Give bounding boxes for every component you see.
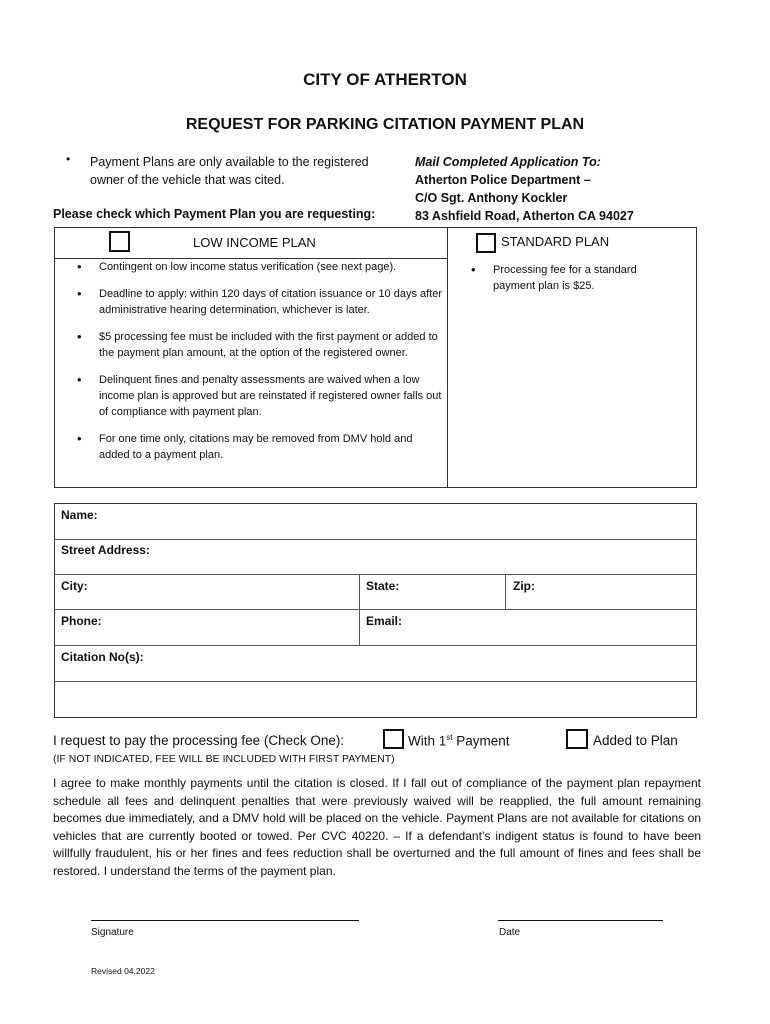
standard-plan-checkbox[interactable] xyxy=(476,233,496,253)
plan-column-divider xyxy=(447,227,448,488)
low-income-checkbox[interactable] xyxy=(109,231,130,252)
form-row-divider xyxy=(54,539,697,540)
signature-line[interactable] xyxy=(91,920,359,921)
eligibility-note: Payment Plans are only available to the registered owner of the vehicle that was cited. xyxy=(90,155,369,187)
form-column-divider xyxy=(505,574,506,609)
mail-heading: Mail Completed Application To: xyxy=(415,155,601,169)
mail-line-3: 83 Ashfield Road, Atherton CA 94027 xyxy=(415,209,634,223)
with-first-payment-checkbox[interactable] xyxy=(383,729,404,749)
list-item: • $5 processing fee must be included with the first payment or added to the payment plan amount, at the option of the registered owner. xyxy=(77,329,443,361)
fee-default-note: (IF NOT INDICATED, FEE WILL BE INCLUDED WITH FIRST PAYMENT) xyxy=(53,753,395,765)
city-field[interactable]: City: xyxy=(61,579,88,593)
date-line[interactable] xyxy=(498,920,663,921)
mail-line-1: Atherton Police Department – xyxy=(415,173,591,187)
list-item: • Delinquent fines and penalty assessments are waived when a low income plan is approved but are reinstated if registered owner falls out of compliance with payment plan. xyxy=(77,372,443,420)
form-row-divider xyxy=(54,645,697,646)
state-field[interactable]: State: xyxy=(366,579,400,593)
list-item: • Contingent on low income status verification (see next page). xyxy=(77,259,443,275)
street-address-field[interactable]: Street Address: xyxy=(61,543,150,557)
added-to-plan-checkbox[interactable] xyxy=(566,729,588,749)
fee-prompt: I request to pay the processing fee (Check One): xyxy=(53,733,345,748)
low-income-plan-label: LOW INCOME PLAN xyxy=(193,235,316,250)
agreement-paragraph: I agree to make monthly payments until the citation is closed. If I fall out of compliance of the payment plan repayment schedule all fees and delinquent penalties that were previously waived will be reapplied, the full amount remaining becomes due immediately, and a DMV hold will be placed on the vehicle. Payment Plans are not available for citations on vehicles that are currently booted or towed. Per CVC 40220. – If a defendant’s indigent status is found to have been willfully fraudulent, his or her fines and fees reduction shall be overturned and the full amount of fines and fees shall be restored. I understand the terms of the payment plan. xyxy=(53,776,701,878)
list-item: • For one time only, citations may be removed from DMV hold and added to a payment plan. xyxy=(77,431,443,463)
name-field[interactable]: Name: xyxy=(61,508,98,522)
mail-address-block xyxy=(415,153,634,225)
email-field[interactable]: Email: xyxy=(366,614,403,628)
form-row-divider xyxy=(54,681,697,682)
applicant-info-form xyxy=(54,503,697,718)
list-item: • Processing fee for a standard payment plan is $25. xyxy=(471,262,656,294)
standard-plan-label: STANDARD PLAN xyxy=(501,234,610,249)
signature-label: Signature xyxy=(91,927,134,938)
list-item: • Deadline to apply: within 120 days of citation issuance or 10 days after administrative hearing determination, whichever is later. xyxy=(77,286,443,318)
form-row-divider xyxy=(54,609,697,610)
zip-field[interactable]: Zip: xyxy=(513,579,535,593)
form-title: REQUEST FOR PARKING CITATION PAYMENT PLAN xyxy=(185,116,585,133)
standard-plan-bullets xyxy=(471,262,656,294)
phone-field[interactable]: Phone: xyxy=(61,614,102,628)
plan-check-prompt: Please check which Payment Plan you are requesting: xyxy=(53,207,376,221)
city-title: CITY OF ATHERTON xyxy=(303,70,467,89)
form-row-divider xyxy=(54,574,697,575)
citation-numbers-field[interactable]: Citation No(s): xyxy=(61,650,144,664)
added-to-plan-label: Added to Plan xyxy=(593,733,678,748)
with-first-payment-label: With 1st Payment xyxy=(408,733,510,749)
low-income-bullets xyxy=(77,259,443,463)
bullet-icon: • xyxy=(66,152,71,166)
revision-label: Revised 04.2022 xyxy=(91,966,155,976)
mail-line-2: C/O Sgt. Anthony Kockler xyxy=(415,191,568,205)
date-label: Date xyxy=(499,927,521,938)
form-column-divider xyxy=(359,574,360,645)
